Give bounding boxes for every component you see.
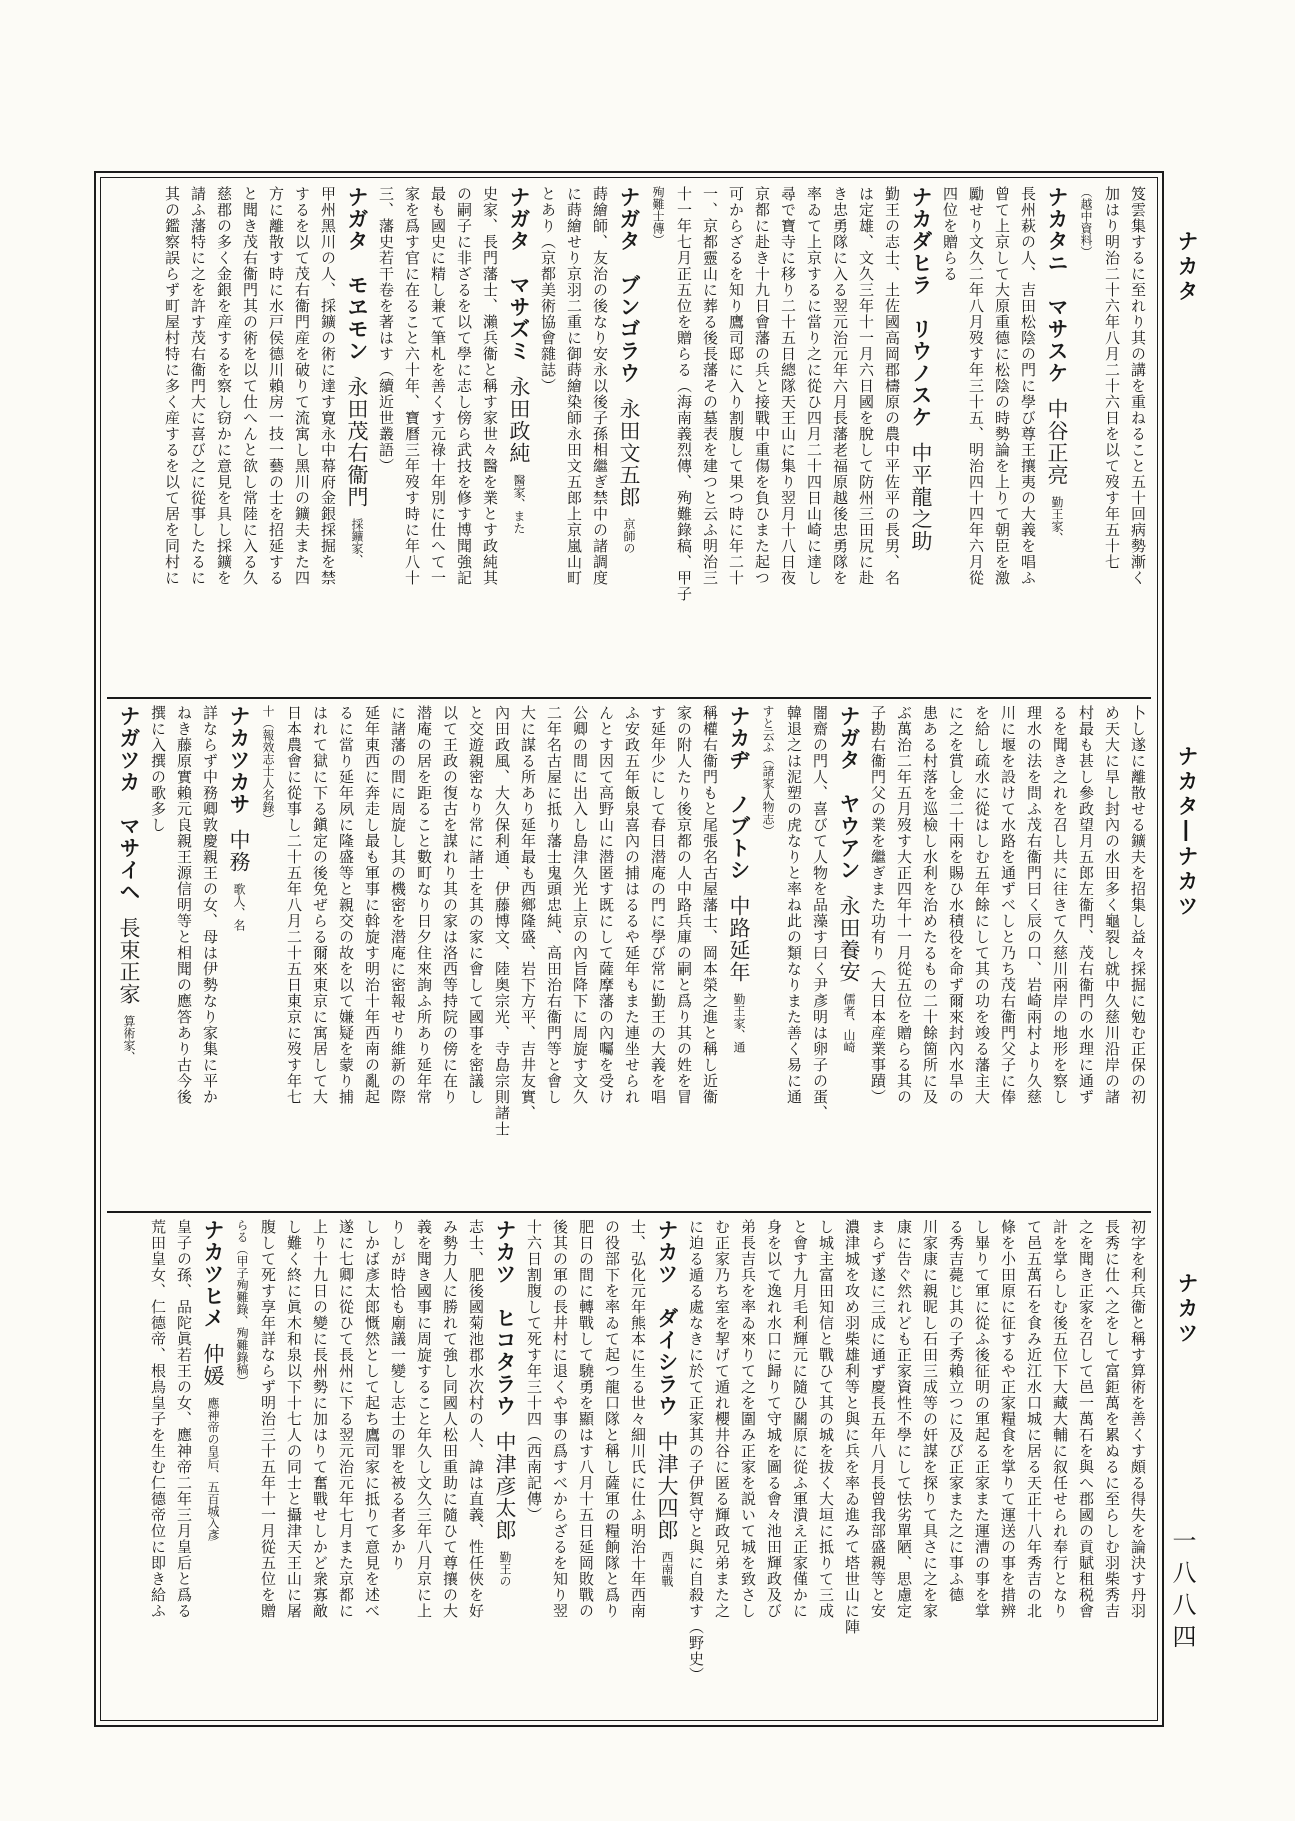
text-column: 闇齋の門人、喜びて人物を品藻す曰く尹彥明は卵子の蛋、 [811,705,829,1121]
text-column: 延年東西に奔走し最も軍事に斡旋す明治十年西南の亂起 [363,705,381,1105]
entry-kana-reading: ナガタ ブンゴラウ [617,186,641,384]
text-column: 條を小田原に征するや正家糧食を掌りて運送の事を措辨 [999,1219,1017,1619]
text-column: 志士、肥後國菊池郡水次村の人、諱は直義、性任俠を好 [467,1219,485,1619]
text-column: 加はり明治二十六年八月二十六日を以て歿す年五十七 [1103,186,1121,570]
text-column: し畢りて軍に從ふ後征明の軍起る正家また運漕の事を掌 [973,1219,991,1619]
page-frame-inner [100,177,1158,1721]
dictionary-band-bottom [107,1211,1151,1719]
entry-name: 永田政純 [507,376,531,464]
entry-kana-reading: ナガタ マサズミ [507,186,531,362]
entry-descriptor: 京師の [622,518,636,554]
text-column: とあり（京都美術協會雜誌） [539,186,557,394]
text-column: の嗣子に非ざるを以て學に志し傍ら武技を修す博聞強記 [455,186,473,586]
entry-kana-reading: ナガタ ヤウアン [837,705,861,881]
source-citation-column: すと云ふ（諸家人物志） [761,705,775,837]
entry-descriptor: 勤王家、 [1050,496,1064,544]
text-column: 村最も甚し參政望月五郎左衞門、茂右衞門の水理に通ず [1077,705,1095,1105]
text-column: 甲州黑川の人、採鑛の術に達す寛永中幕府金銀採掘を禁 [319,186,337,586]
text-column: と聞き茂右衞門其の術を以て仕へんと欲し常陸に入る久 [241,186,259,586]
text-column: 長州萩の人、吉田松陰の門に學び尊王攘夷の大義を唱ふ [1019,186,1037,586]
entry-name: 中務 [227,829,251,873]
entry-name: 中谷正亮 [1045,398,1069,486]
text-column: 家を爲す官に在ること六十年、寶曆三年歿す時に年八十 [403,186,421,586]
text-column: 請ふ藩特に之を許す茂右衞門大に喜び之に從事したるに [189,186,207,586]
entry-kana-reading: ナガツカ マサイヘ [117,705,141,903]
entry-heading [613,186,645,691]
source-citation-column: 十（報效志士人名錄） [261,705,275,825]
entry-kana-reading: ナカツカサ [227,705,251,815]
text-column: 十六日割腹して死す年三十四（西南記傳） [525,1219,543,1523]
page-number: 一八八四 [1168,1528,1196,1656]
text-column: 濃津城を攻め羽柴雄利等と與に兵を率ゐ進みて塔世山に陣 [843,1219,861,1635]
text-column: と交遊親密なり常に諸士を其の家に會して國事を密議し [467,705,485,1105]
text-column: 曾て上京して大原重德に松陰の時勢論を上りて朝臣を激 [993,186,1011,586]
entry-name: 中津彦太郎 [493,1431,517,1541]
text-column: 慈郡の多く金銀を産するを察し窃かに意見を具し採鑛を [215,186,233,586]
text-column: 蒔繪師、友治の後なり安永以後子孫相繼ぎ禁中の諸調度 [591,186,609,586]
text-column: と會す九月毛利輝元に隨ひ關原に從ふ軍潰え正家僅かに [791,1219,809,1619]
margin-header-nakatsu: ナカツ [1175,1272,1199,1347]
text-column: 最も國史に精し兼て筆札を善くす元祿十年別に仕へて一 [429,186,447,586]
text-column: るに當り延年夙に隆盛等と親交の故を以て嫌疑を蒙り捕 [337,705,355,1105]
text-column: 卜し遂に離散せる鑛夫を招集し益々採掘に勉む正保の初 [1129,705,1147,1105]
entry-descriptor: 算術家、 [122,1015,136,1063]
entry-descriptor: 儒者、山崎 [842,993,856,1053]
text-column: ぶ萬治二年五月歿す大正四年十一月從五位を贈らる其の [895,705,913,1105]
entry-heading [833,705,865,1205]
entry-kana-reading: ナカツ ヒコタラウ [493,1219,517,1417]
text-column: 家の附人たり後京都の人中路兵庫の嗣と爲り其の姓を冒 [675,705,693,1105]
text-column: 勤王の志士、土佐國高岡郡檮原の農中平佐平の長男、名 [883,186,901,586]
entry-heading [905,186,937,691]
text-column: 理水の法を問ふ茂右衞門曰く辰の口、岩崎兩村より久慈 [1025,705,1043,1105]
text-column: ねき藤原實賴元良親王源信明等と相聞の應答あり古今後 [175,705,193,1105]
text-column: に迫る遁る處なきに於て正家其の子伊賀守と與に自殺す（野史） [687,1219,705,1683]
text-column: んとす因て高野山に潜匿す既にして薩摩藩の內囑を受け [597,705,615,1105]
text-column: 內田政風、大久保利通、伊藤博文、陸奥宗光、寺島宗則諸士 [493,705,511,1137]
text-column: 荒田皇女、仁德帝、根鳥皇子を生む仁德帝位に即き給ふ [149,1219,167,1619]
text-column: に蒔繪せり京羽二重に御蒔繪染師永田文五郎上京嵐山町 [565,186,583,586]
entry-heading [223,705,255,1205]
entry-heading [341,186,373,691]
text-column: め天大に旱し封內の水田多く龜裂し就中久慈川沿岸の諸 [1103,705,1121,1105]
entry-descriptor: 採鑛家、 [350,518,364,566]
entry-kana-reading: ナガタ モヱモン [345,186,369,362]
entry-name: 仲媛 [201,1343,225,1387]
text-column: 史家、長門藩士、瀨兵衞と稱す家世々醫を業とす政純其 [481,186,499,586]
text-column: 康に告ぐ然れども正家資性不學にして怯劣單陋、思慮定 [895,1219,913,1619]
entry-name: 中津大四郎 [655,1431,679,1541]
text-column: 稱權右衞門もと尾張名古屋藩士、岡本榮之進と稱し近衞 [701,705,719,1105]
entry-descriptor: 勤王家、通 [732,993,746,1053]
dictionary-band-top [107,186,1151,691]
text-column: を給し疏水に從はしむ五年餘にして其の功を竣る藩主大 [973,705,991,1105]
entry-name: 永田文五郎 [617,398,641,508]
entry-heading [723,705,755,1205]
entry-name: 永田茂右衞門 [345,376,369,508]
text-column: 可からざるを知り鷹司邸に入り割腹して果つ時に年二十 [727,186,745,586]
entry-kana-reading: ナカヂ ノブトシ [727,705,751,881]
text-column: て邑五萬石を食み近江水口城に居る天正十八年秀吉の北 [1025,1219,1043,1619]
source-citation-column: 殉難士傳） [651,186,665,246]
text-column: 計を掌らしむ後五位下大藏大輔に叙任せられ奉行となり [1051,1219,1069,1619]
text-column: 腹して死す享年詳ならず明治三十五年十一月從五位を贈 [259,1219,277,1619]
entry-heading [113,705,145,1205]
text-column: し城主富田知信と戰ひて其の城を拔く大垣に抵りて三成 [817,1219,835,1619]
text-column: き忠勇隊に入る翌元治元年六月長藩老福原越後忠勇隊を [831,186,849,586]
entry-descriptor: 應神帝の皇后、五百城入彥 [206,1397,220,1541]
text-column: 義を聞き國事に周旋すること年久し文久三年八月京に上 [415,1219,433,1619]
entry-descriptor: 勤王の [498,1551,512,1587]
entry-heading [503,186,535,691]
text-column: の役部下を率ゐて起つ龍口隊と稱し薩軍の糧餉隊と爲り [603,1219,621,1619]
text-column: るを聞き之れを召し共に往きて久慈川兩岸の地形を察し [1051,705,1069,1105]
entry-name: 永田養安 [837,895,861,983]
margin-header-nakata: ナカタ [1175,230,1199,305]
text-column: み勢力人に勝れて強し同國人松田重助に隨ひて尊攘の大 [441,1219,459,1619]
text-column: 韓退之は泥塑の虎なりと率ね此の類なりまた善く易に通 [785,705,803,1105]
text-column: 以て王政の復古を謀れり其の家は洛西等持院の傍に在り [441,705,459,1105]
text-column: まらず遂に三成に通ず慶長五年八月長曾我部盛親等と安 [869,1219,887,1619]
text-column: 初字を利兵衞と稱す算術を善くす頗る得失を論決す丹羽 [1129,1219,1147,1619]
text-column: に之を賞し金二十兩を賜ひ水積役を命ず爾來封內水旱の [947,705,965,1105]
text-column: む正家乃ち室を挈げて遁れ櫻井谷に匿る輝政兄弟また之 [713,1219,731,1619]
text-column: 大に謀る所あり延年最も西鄉隆盛、岩下方平、吉井友實、 [519,705,537,1121]
text-column: 四位を贈らる [941,186,959,282]
entry-heading [1041,186,1073,691]
text-column: 三、藩史若干卷を著はす（續近世叢語） [377,186,395,474]
text-column: りしが時恰も廟議一變し志士の罪を被る者多かり [389,1219,407,1571]
entry-name: 中路延年 [727,895,751,983]
entry-kana-reading: ナカツヒメ [201,1219,225,1329]
text-column: 撰に入撰の歌多し [149,705,167,833]
text-column: 遂に七卿に從ひて長州に下る翌元治元年七月また京都に [337,1219,355,1619]
text-column: 子勘右衞門父の業を繼ぎまた功有り（大日本産業事蹟） [869,705,887,1105]
text-column: 之を聞き正家を召して邑一萬石を與へ郡國の貢賦租税會 [1077,1219,1095,1619]
text-column: 勵せり文久二年八月歿す年三十五、明治四十四年六月從 [967,186,985,586]
text-column: 皇子の孫、品陀眞若王の女、應神帝二年三月皇后と爲る [175,1219,193,1619]
dictionary-band-middle [107,697,1151,1205]
text-column: はれて獄に下る鎭定の後免ぜらる爾來東京に寓居して大 [311,705,329,1105]
text-column: 率ゐて上京するに當り之に從ひ四月二十四日山崎に達し [805,186,823,586]
text-column: 身を以て逸れ水口に歸りて守城を圖る會々池田輝政及び [765,1219,783,1619]
text-column: ふ安政五年飯泉喜內の捕はるるや延年もまた連坐せられ [623,705,641,1105]
text-column: 肥日の間に轉戰して驍勇を顯はす八月十五日延岡敗戰の [577,1219,595,1619]
margin-header-nakata-nakatsu: ナカタ―ナカツ [1175,745,1199,920]
text-column: 後其の軍の長井村に退くや事の爲すべからざるを知り翌 [551,1219,569,1619]
entry-descriptor: 歌人、名 [232,883,246,931]
text-column: 一、京都靈山に葬る後長藩その墓表を建つと云ふ明治三 [701,186,719,586]
entry-name: 長束正家 [117,917,141,1005]
entry-name: 中平龍之助 [909,442,933,552]
text-column: 方に離散す時に水戸侯德川賴房一技一藝の士を招延する [267,186,285,586]
text-column: 公卿の間に出入し島津久光上京の內旨降下に周旋す文久 [571,705,589,1105]
text-column: 尋で寶寺に移り二十五日總隊天王山に集り翌月十八日夜 [779,186,797,586]
text-column: 日本農會に從事し二十五年八月二十五日東京に歿す年七 [285,705,303,1105]
text-column: 弟長吉兵を率ゐ來りて之を圍み正家を説いて城を致さし [739,1219,757,1619]
text-column: す延年少にして春日潜庵の門に學び常に勤王の大義を唱 [649,705,667,1105]
text-column: 其の鑑察誤らず町屋村特に多く産するを以て居を同村に [163,186,181,586]
text-column: る秀吉薨じ其の子秀賴立つに及び正家また之に事ふ德 [947,1219,965,1603]
text-column: 詳ならず中務卿敦慶親王の女、母は伊勢なり家集に平か [201,705,219,1105]
entry-kana-reading: ナカダヒラ リウノスケ [909,186,933,428]
entry-heading [197,1219,229,1719]
entry-kana-reading: ナカツ ダイシラウ [655,1219,679,1417]
source-citation-column: らる（甲子殉難錄、殉難錄稿） [235,1219,249,1387]
entry-heading [651,1219,683,1719]
text-column: 川家康に親昵し石田三成等の奸謀を探りて具さに之を家 [921,1219,939,1619]
text-column: 長秀に仕へ之をして富鉅萬を累ぬるに至らしむ羽柴秀吉 [1103,1219,1121,1619]
text-column: は定雄、文久三年十一月六日國を脫して防州三田尻に赴 [857,186,875,586]
entry-kana-reading: ナカタニ マサスケ [1045,186,1069,384]
text-column: 潜庵の居を距ること數町なり日夕住來詢ふ所あり延年常 [415,705,433,1105]
text-column: 笈雲集するに至れり其の講を重ねること五十回病勢漸く [1129,186,1147,586]
text-column: 川に堰を設けて水路を通ずべしと乃ち茂右衞門父子に俸 [999,705,1017,1105]
entry-descriptor: 西南戰 [660,1551,674,1587]
text-column: 十一年七月正五位を贈らる（海南義烈傳、殉難錄稿、甲子 [675,186,693,602]
text-column: しかば彥太郎慨然として起ち鷹司家に抵りて意見を述べ [363,1219,381,1619]
text-column: 士、弘化元年熊本に生る世々細川氏に仕ふ明治十年西南 [629,1219,647,1619]
text-column: 京都に赴き十九日會藩の兵と接戰中重傷を負ひまた起つ [753,186,771,586]
page-frame [94,171,1164,1727]
text-column: するを以て茂右衞門産を破りて流寓し黑川の鑛夫また四 [293,186,311,586]
text-column: 患ある村落を巡檢し水利を治めたるもの二十餘箇所に及 [921,705,939,1105]
text-column: に諸藩の間に周旋し其の機密を潜庵に密報せり維新の際 [389,705,407,1105]
text-column: し難く終に眞木和泉以下十七人の同士と攝津天王山に屠 [285,1219,303,1619]
text-column: 二年名古屋に抵り藩士鬼頭忠純、高田治右衞門等と會し [545,705,563,1105]
entry-descriptor: 醫家、また [512,474,526,534]
entry-heading [489,1219,521,1719]
text-column: 上り十九日の變に長州勢に加はりて奮戰せしかど衆寡敵 [311,1219,329,1619]
source-citation-column: （越中資料） [1079,186,1093,258]
